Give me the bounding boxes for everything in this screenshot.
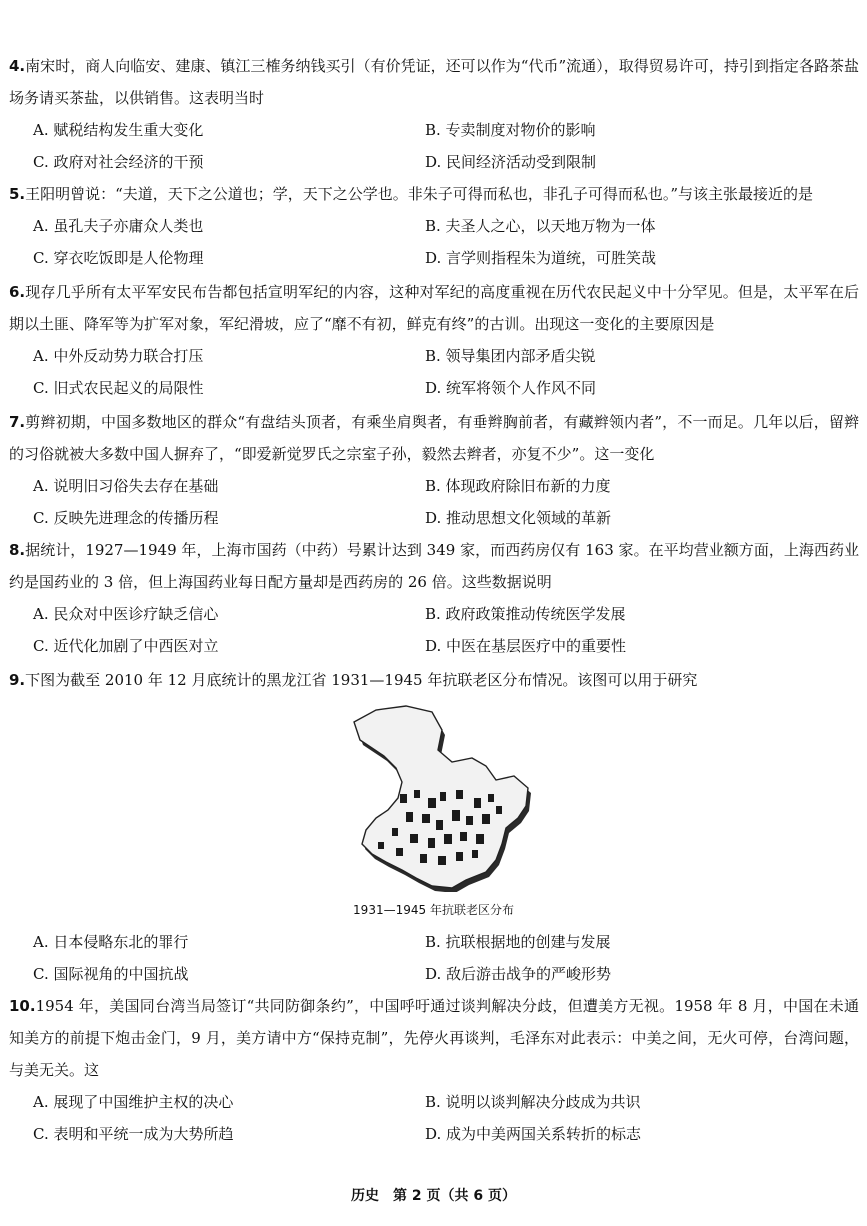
option-c[interactable]: C. 穿衣吃饭即是人伦物理: [33, 249, 204, 267]
option-b[interactable]: B. 说明以谈判解决分歧成为共识: [425, 1093, 641, 1111]
option-d[interactable]: D. 成为中美两国关系转折的标志: [425, 1125, 642, 1143]
question-6-options: [33, 340, 853, 404]
question-text: 1954 年，美国同台湾当局签订“共同防御条约”，中国呼吁通过谈判解决分歧，但遭美方无视。1958 年 8 月，中国在未通知美方的前提下炮击金门，9 月，美方请中方“保持克制”，先停火再谈判，毛泽东对此表示：中美之间，无火可停，台湾问题，与美无关。这: [9, 997, 859, 1079]
question-number: 10.: [9, 997, 36, 1015]
option-c[interactable]: C. 近代化加剧了中西医对立: [33, 637, 219, 655]
option-b[interactable]: B. 政府政策推动传统医学发展: [425, 605, 626, 623]
question-7: [9, 406, 859, 470]
option-c[interactable]: C. 表明和平统一成为大势所趋: [33, 1125, 234, 1143]
question-5-options: [33, 210, 853, 274]
question-10-stem: [9, 990, 859, 1086]
question-number: 5.: [9, 185, 26, 203]
option-b[interactable]: B. 夫圣人之心，以天地万物为一体: [425, 217, 656, 235]
question-number: 8.: [9, 541, 26, 559]
option-c[interactable]: C. 旧式农民起义的局限性: [33, 379, 204, 397]
option-b[interactable]: B. 抗联根据地的创建与发展: [425, 933, 611, 951]
option-d[interactable]: D. 民间经济活动受到限制: [425, 153, 597, 171]
question-9: [9, 664, 859, 696]
option-a[interactable]: A. 赋税结构发生重大变化: [33, 121, 204, 139]
option-a[interactable]: A. 展现了中国维护主权的决心: [33, 1093, 234, 1111]
question-6: [9, 276, 859, 340]
option-a[interactable]: A. 说明旧习俗失去存在基础: [33, 477, 219, 495]
question-5-stem: [9, 178, 859, 210]
question-8-options: [33, 598, 853, 662]
option-a[interactable]: A. 中外反动势力联合打压: [33, 347, 204, 365]
question-6-stem: [9, 276, 859, 340]
option-d[interactable]: D. 敌后游击战争的严峻形势: [425, 965, 612, 983]
question-7-options: [33, 470, 853, 534]
question-text: 据统计，1927—1949 年，上海市国药（中药）号累计达到 349 家，而西药房仅有 163 家。在平均营业额方面，上海西药业约是国药业的 3 倍，但上海国药业每日配方量却是西药房的 26 倍。这些数据说明: [9, 541, 859, 591]
figure-caption: 1931—1945 年抗联老区分布: [353, 903, 514, 917]
option-b[interactable]: B. 体现政府除旧布新的力度: [425, 477, 611, 495]
question-4-options: [33, 114, 853, 178]
option-d[interactable]: D. 推动思想文化领域的革新: [425, 509, 612, 527]
question-text: 南宋时，商人向临安、建康、镇江三榷务纳钱买引（有价凭证，还可以作为“代币”流通），取得贸易许可，持引到指定各路茶盐场务请买茶盐，以供销售。这表明当时: [9, 57, 859, 107]
question-10: [9, 990, 859, 1086]
question-4-stem: [9, 50, 859, 114]
heilongjiang-map-icon: [336, 702, 536, 892]
option-d[interactable]: D. 中医在基层医疗中的重要性: [425, 637, 627, 655]
question-5: [9, 178, 859, 210]
question-8-stem: [9, 534, 859, 598]
question-text: 剪辫初期，中国多数地区的群众“有盘结头顶者，有乘坐肩舆者，有垂辫胸前者，有藏辫领内者”，不一而足。几年以后，留辫的习俗就被大多数中国人摒弃了，“即爱新觉罗氏之宗室子孙，毅然去辫者，亦复不少”。这一变化: [9, 413, 859, 463]
option-b[interactable]: B. 专卖制度对物价的影响: [425, 121, 596, 139]
question-text: 现存几乎所有太平军安民布告都包括宣明军纪的内容，这种对军纪的高度重视在历代农民起义中十分罕见。但是，太平军在后期以土匪、降军等为扩军对象，军纪滑坡，应了“靡不有初，鲜克有终”的古训。出现这一变化的主要原因是: [9, 283, 859, 333]
question-9-options: [33, 926, 853, 990]
map-figure: [336, 702, 536, 892]
question-10-options: [33, 1086, 853, 1150]
option-a[interactable]: A. 民众对中医诊疗缺乏信心: [33, 605, 219, 623]
question-number: 9.: [9, 671, 26, 689]
option-c[interactable]: C. 反映先进理念的传播历程: [33, 509, 219, 527]
option-c[interactable]: C. 国际视角的中国抗战: [33, 965, 189, 983]
option-b[interactable]: B. 领导集团内部矛盾尖锐: [425, 347, 596, 365]
option-d[interactable]: D. 统军将领个人作风不同: [425, 379, 597, 397]
option-a[interactable]: A. 日本侵略东北的罪行: [33, 933, 189, 951]
question-8: [9, 534, 859, 598]
question-number: 4.: [9, 57, 26, 75]
page-footer: 历史 第 2 页（共 6 页）: [351, 1188, 516, 1204]
question-number: 6.: [9, 283, 26, 301]
question-text: 王阳明曾说：“夫道，天下之公道也；学，天下之公学也。非朱子可得而私也，非孔子可得而私也。”与该主张最接近的是: [25, 185, 813, 203]
option-c[interactable]: C. 政府对社会经济的干预: [33, 153, 204, 171]
question-9-stem: [9, 664, 859, 696]
question-text: 下图为截至 2010 年 12 月底统计的黑龙江省 1931—1945 年抗联老区分布情况。该图可以用于研究: [25, 671, 698, 689]
option-a[interactable]: A. 虽孔夫子亦庸众人类也: [33, 217, 204, 235]
question-7-stem: [9, 406, 859, 470]
question-4: [9, 50, 859, 114]
question-number: 7.: [9, 413, 26, 431]
option-d[interactable]: D. 言学则指程朱为道统，可胜笑哉: [425, 249, 657, 267]
